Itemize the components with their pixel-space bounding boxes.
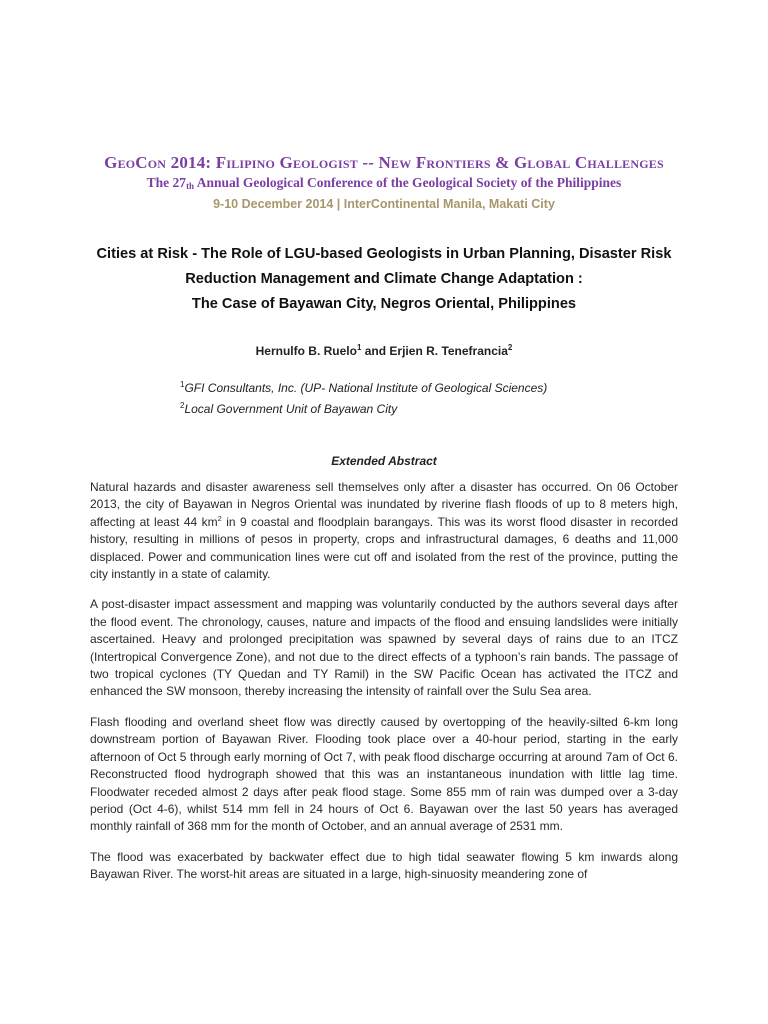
affiliation-mark: 1 [180,380,185,389]
paper-title-line: The Case of Bayawan City, Negros Oriental, Philippines [191,296,577,312]
abstract-paragraph: Flash flooding and overland sheet flow was directly caused by overtopping of the heavily-silted 6-km long downstream portion of Bayawan River. Flooding took place over a 40-hour period, starting in the early afternoon of Oct 5 through early morning of Oct 7, with peak flood discharge occurring at around 7am of Oct 6. Reconstructed flood hydrograph showed that this was an instantaneous inundation with little lag time. Floodwater receded almost 2 days after peak flood stage. Some 855 mm of rain was dumped over a 3-day period (Oct 4-6), whilst 514 mm fell in 24 hours of Oct 6. Bayawan over the last 50 years has averaged monthly rainfall of 368 mm for the month of October, and an annual average of 2531 mm. [90,714,678,834]
paper-title-line: Cities at Risk - The Role of LGU-based Geologists in Urban Planning, Disaster Risk [96,246,672,262]
affiliation-text: Local Government Unit of Bayawan City [184,402,398,416]
paragraph-text: in 9 coastal and floodplain barangays. This was its worst flood disaster in recorded history, resulting in millions of pesos in property, crops and infrastructural damages, 6 deaths and 11,000 displaced. Power and communication lines were cut off and isolated from the rest of the province, putting the city instantly in a state of calamity. [90,514,678,582]
conference-date-venue: 9-10 December 2014 | InterContinental Manila, Makati City [213,197,555,211]
superscript: 2 [217,513,222,523]
author-line [0,343,768,358]
affiliations [180,376,547,418]
affiliation-text: GFI Consultants, Inc. (UP- National Institute of Geological Sciences) [184,381,548,395]
paper-title-line: Reduction Management and Climate Change Adaptation : [185,271,583,287]
affiliation-mark: 2 [180,401,185,410]
conference-subtitle-ordinal: th [186,181,195,191]
affiliation-item [180,397,547,418]
author-name: Hernulfo B. Ruelo [255,344,357,358]
author-affiliation-mark: 1 [356,343,362,352]
author-affiliation-mark: 2 [507,343,513,352]
paper-title [60,242,708,317]
abstract-heading: Extended Abstract [331,454,437,468]
conference-subtitle-post: Annual Geological Conference of the Geological Society of the Philippines [194,175,622,190]
abstract-paragraph [90,479,678,583]
abstract-paragraph: A post-disaster impact assessment and mapping was voluntarily conducted by the authors several days after the flood event. The chronology, causes, nature and impacts of the flood and ensuing landslides were initially ascertained. Heavy and prolonged precipitation was spawned by several days of rains due to an ITCZ (Intertropical Convergence Zone), and not due to the direct effects of a typhoon’s rain bands. The passage of two tropical cyclones (TY Quedan and TY Ramil) in the SW Pacific Ocean has activated the ITCZ and enhanced the SW monsoon, thereby increasing the intensity of rainfall over the Sulu Sea area. [90,597,678,699]
conference-subtitle [0,174,768,195]
conference-subtitle-pre: The 27 [146,175,187,190]
abstract-paragraph: The flood was exacerbated by backwater effect due to high tidal seawater flowing 5 km inwards along Bayawan River. The worst-hit areas are situated in a large, high-sinuosity meandering zone of [90,849,678,882]
conference-title: GeoCon 2014: Filipino Geologist -- New Frontiers & Global Challenges [104,153,664,172]
author-name: and Erjien R. Tenefrancia [361,344,508,358]
abstract-body [90,479,678,897]
affiliation-item [180,376,547,397]
conference-header [0,152,768,213]
paragraph-text: Natural hazards and disaster awareness sell themselves only after a disaster has occurred. On 06 October 2013, the city of Bayawan in Negros Oriental was inundated by riverine flash floods of up to 8 meters high, affecting at least 44 km [90,480,678,529]
